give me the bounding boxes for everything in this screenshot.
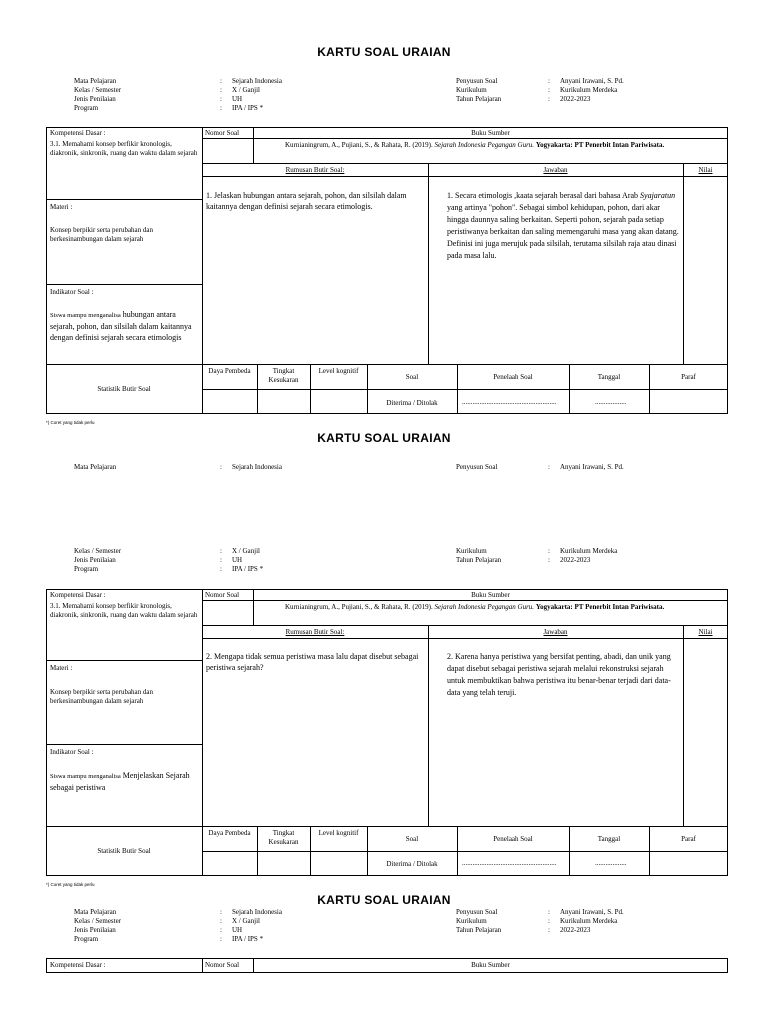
card-title: KARTU SOAL URAIAN [317, 431, 451, 445]
meta-penyusun: Penyusun Soal : Anyani Irawani, S. Pd. [456, 463, 624, 471]
materi-label: Materi : [50, 664, 73, 672]
meta-mapel: Mata Pelajaran : Sejarah Indonesia [74, 77, 282, 85]
indikator-text: Siswa mampu menganalisa Menjelaskan Sejarah sebagai peristiwa [50, 771, 190, 792]
meta-penyusun: Penyusun Soal : Anyani Irawani, S. Pd. [456, 77, 624, 85]
buku-sumber-label: Buku Sumber [471, 961, 510, 969]
diterima-label: Diterima / Ditolak [386, 860, 438, 868]
tingkat-kesukaran-label: Tingkat Kesukaran [268, 367, 299, 384]
card-title: KARTU SOAL URAIAN [317, 45, 451, 59]
buku-sumber-text: Kurnianingrum, A., Pujiani, S., & Rahata, R. (2019). Sejarah Indonesia Pegangan Guru. Yogyakarta: PT Penerbit Intan Pariwisata. [285, 141, 665, 149]
paraf-label: Paraf [681, 373, 696, 381]
statistik-label: Statistik Butir Soal [97, 385, 151, 393]
indikator-text: Siswa mampu menganalisa hubungan antara sejarah, pohon, dan silsilah dalam kaitannya dengan definisi sejarah secara etimologis [50, 310, 192, 342]
nomor-soal-label: Nomor Soal [205, 591, 240, 599]
meta-kelas: Kelas / Semester : X / Ganjil [74, 547, 260, 555]
penelaah-label: Penelaah Soal [493, 835, 533, 843]
tanggal-dots: .................. [595, 398, 627, 406]
meta-program: Program : IPA / IPS * [74, 104, 264, 112]
meta-tahun: Tahun Pelajaran : 2022-2023 [456, 95, 591, 103]
kd-text: 3.1. Memahami konsep berfikir kronologis, diakronik, sinkronik, ruang dan waktu dalam sejarah [50, 602, 198, 619]
penelaah-label: Penelaah Soal [493, 373, 533, 381]
buku-sumber-label: Buku Sumber [471, 591, 510, 599]
footnote: *) Coret yang tidak perlu [46, 882, 95, 887]
jawaban-label: Jawaban [543, 166, 568, 174]
meta-penyusun: Penyusun Soal : Anyani Irawani, S. Pd. [456, 908, 624, 916]
jawaban-text: 1. Secara etimologis ,kaata sejarah berasal dari bahasa Arab Syajaratun yang artinya "pohon". Sebagai simbol kehidupan, pohon, dari akar hingga daunnya saling berkaitan. Seperti pohon, sejarah pada setiap peristiwanya berkaitan dan saling memengaruhi masa yang akan datang. Definisi ini juga merujuk pada silsilah, terutama silsilah raja atau dinasi pada masa lalu. [447, 191, 679, 260]
meta-jenis: Jenis Penilaian : UH [74, 926, 243, 934]
paraf-label: Paraf [681, 835, 696, 843]
tingkat-kesukaran-label: Tingkat Kesukaran [268, 829, 299, 846]
meta-jenis: Jenis Penilaian : UH [74, 556, 243, 564]
nomor-soal-label: Nomor Soal [205, 129, 240, 137]
meta-kelas: Kelas / Semester : X / Ganjil [74, 917, 260, 925]
tanggal-label: Tanggal [597, 835, 621, 843]
soal-text: 2. Mengapa tidak semua peristiwa masa lalu dapat disebut sebagai peristiwa sejarah? [206, 652, 419, 672]
jawaban-label: Jawaban [543, 628, 568, 636]
penelaah-dots: ...................................................... [462, 859, 557, 867]
materi-text: Konsep berpikir serta perubahan dan berkesinambungan dalam sejarah [50, 688, 154, 705]
kd-label: Kompetensi Dasar : [50, 129, 106, 137]
soal-label: Soal [405, 835, 419, 843]
tanggal-label: Tanggal [597, 373, 621, 381]
card-title: KARTU SOAL URAIAN [317, 893, 451, 907]
soal-label: Soal [405, 373, 419, 381]
level-kognitif-label: Level kognitif [318, 367, 359, 375]
daya-pembeda-label: Daya Pembeda [208, 829, 251, 837]
meta-kurikulum: Kurikulum : Kurikulum Merdeka [456, 86, 618, 94]
nilai-label: Nilai [698, 166, 713, 174]
meta-mapel: Mata Pelajaran : Sejarah Indonesia [74, 463, 282, 471]
buku-sumber-text: Kurnianingrum, A., Pujiani, S., & Rahata, R. (2019). Sejarah Indonesia Pegangan Guru. Yogyakarta: PT Penerbit Intan Pariwisata. [285, 603, 665, 611]
meta-tahun: Tahun Pelajaran : 2022-2023 [456, 556, 591, 564]
meta-tahun: Tahun Pelajaran : 2022-2023 [456, 926, 591, 934]
rumusan-label: Rumusan Butir Soal: [285, 166, 345, 174]
meta-program: Program : IPA / IPS * [74, 565, 264, 573]
nilai-label: Nilai [698, 628, 713, 636]
materi-text: Konsep berpikir serta perubahan dan berkesinambungan dalam sejarah [50, 226, 154, 243]
materi-label: Materi : [50, 203, 73, 211]
meta-kelas: Kelas / Semester : X / Ganjil [74, 86, 260, 94]
indikator-label: Indikator Soal : [50, 288, 94, 296]
footnote: *) Coret yang tidak perlu [46, 420, 95, 425]
meta-mapel: Mata Pelajaran : Sejarah Indonesia [74, 908, 282, 916]
kd-label: Kompetensi Dasar : [50, 591, 106, 599]
nomor-soal-label: Nomor Soal [205, 961, 240, 969]
meta-jenis: Jenis Penilaian : UH [74, 95, 243, 103]
kd-label: Kompetensi Dasar : [50, 961, 106, 969]
level-kognitif-label: Level kognitif [318, 829, 359, 837]
soal-text: 1. Jelaskan hubungan antara sejarah, pohon, dan silsilah dalam kaitannya dengan definisi sejarah secara etimologis. [206, 191, 407, 211]
daya-pembeda-label: Daya Pembeda [208, 367, 251, 375]
rumusan-label: Rumusan Butir Soal: [285, 628, 345, 636]
meta-kurikulum: Kurikulum : Kurikulum Merdeka [456, 917, 618, 925]
diterima-label: Diterima / Ditolak [386, 399, 438, 407]
kd-text: 3.1. Memahami konsep berfikir kronologis, diakronik, sinkronik, ruang dan waktu dalam sejarah [50, 140, 198, 157]
indikator-label: Indikator Soal : [50, 748, 94, 756]
buku-sumber-label: Buku Sumber [471, 129, 510, 137]
penelaah-dots: ...................................................... [462, 398, 557, 406]
jawaban-text: 2. Karena hanya peristiwa yang bersifat penting, abadi, dan unik yang dapat disebut sebagai peristiwa sejarah melalui rekonstruksi sejarah untuk membuktikan bahwa peristiwa itu benar-benar terjadi dari data-data yang telah teruji. [447, 652, 671, 697]
statistik-label: Statistik Butir Soal [97, 847, 151, 855]
meta-kurikulum: Kurikulum : Kurikulum Merdeka [456, 547, 618, 555]
tanggal-dots: .................. [595, 859, 627, 867]
meta-program: Program : IPA / IPS * [74, 935, 264, 943]
